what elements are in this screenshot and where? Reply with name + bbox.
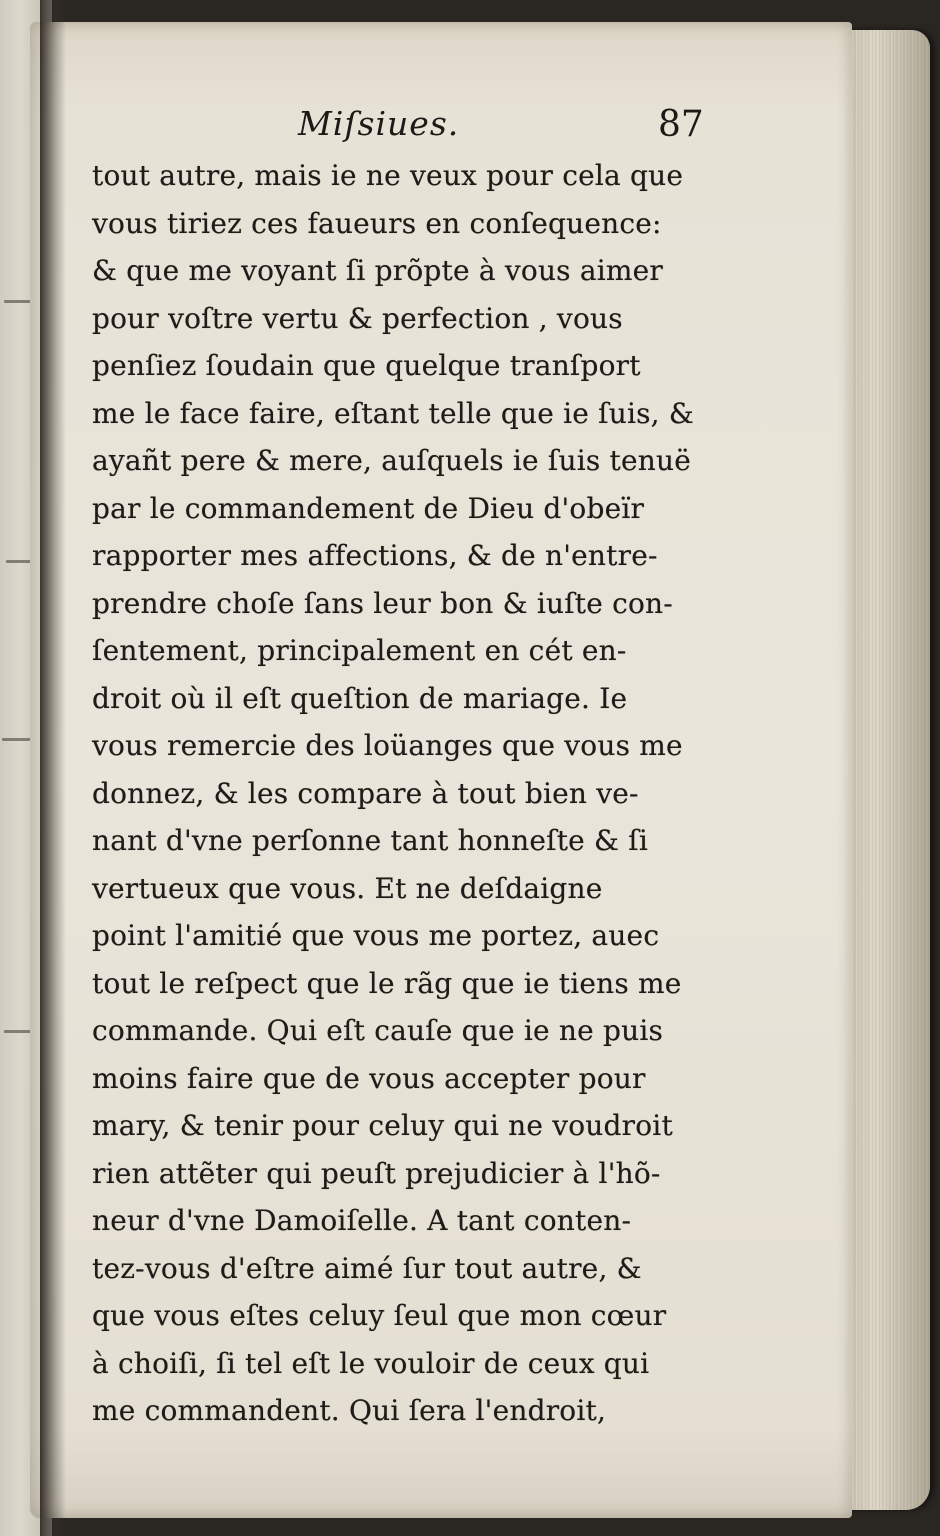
text-line: prendre choſe ſans leur bon & iuſte con-	[92, 586, 673, 620]
text-line: donnez, & les compare à tout bien ve-	[92, 776, 639, 810]
text-line: droit où il eſt queſtion de mariage. Ie	[92, 681, 628, 715]
book-page	[30, 22, 852, 1518]
text-line: mary, & tenir pour celuy qui ne voudroit	[92, 1109, 673, 1142]
text-line: rien attẽter qui peuſt prejudicier à l'hõ-	[92, 1156, 661, 1190]
text-line: vous remercie des loüanges que vous me	[92, 729, 683, 762]
text-line: penſiez ſoudain que quelque tranſport	[92, 349, 641, 382]
text-line: vous tiriez ces faueurs en conſequence:	[92, 206, 662, 240]
text-line: commande. Qui eſt cauſe que ie ne puis	[92, 1014, 664, 1047]
text-line: me commandent. Qui ſera l'endroit,	[92, 1394, 607, 1427]
body-text	[92, 152, 752, 1435]
text-line: ayañt pere & mere, auſquels ie ſuis tenuë	[92, 444, 691, 477]
text-line: pour voſtre vertu & perfection , vous	[92, 301, 623, 335]
text-line: & que me voyant ſi prõpte à vous aimer	[92, 254, 664, 287]
page-number: 87	[658, 104, 704, 145]
gutter-shadow	[40, 0, 66, 1536]
text-line: à choiſi, ſi tel eſt le vouloir de ceux qui	[92, 1346, 650, 1380]
text-line: vertueux que vous. Et ne deſdaigne	[92, 871, 603, 905]
text-line: que vous eſtes celuy ſeul que mon cœur	[92, 1299, 667, 1332]
text-line: tout autre, mais ie ne veux pour cela que	[92, 159, 684, 192]
running-head: Miſsiues.	[298, 104, 460, 143]
text-line: ſentement, principalement en cét en-	[92, 634, 627, 667]
text-line: moins faire que de vous accepter pour	[92, 1061, 646, 1095]
text-line: rapporter mes affections, & de n'entre-	[92, 539, 658, 572]
text-line: point l'amitié que vous me portez, auec	[92, 919, 660, 952]
text-line: tout le reſpect que le rãg que ie tiens me	[92, 966, 682, 1000]
text-line: nant d'vne perſonne tant honneſte & ſi	[92, 824, 648, 857]
text-line: par le commandement de Dieu d'obeïr	[92, 491, 645, 525]
text-line: neur d'vne Damoiſelle. A tant conten-	[92, 1204, 632, 1237]
text-line: me le face faire, eſtant telle que ie ſuis, &	[92, 396, 694, 430]
text-line: tez-vous d'eſtre aimé ſur tout autre, &	[92, 1251, 642, 1285]
